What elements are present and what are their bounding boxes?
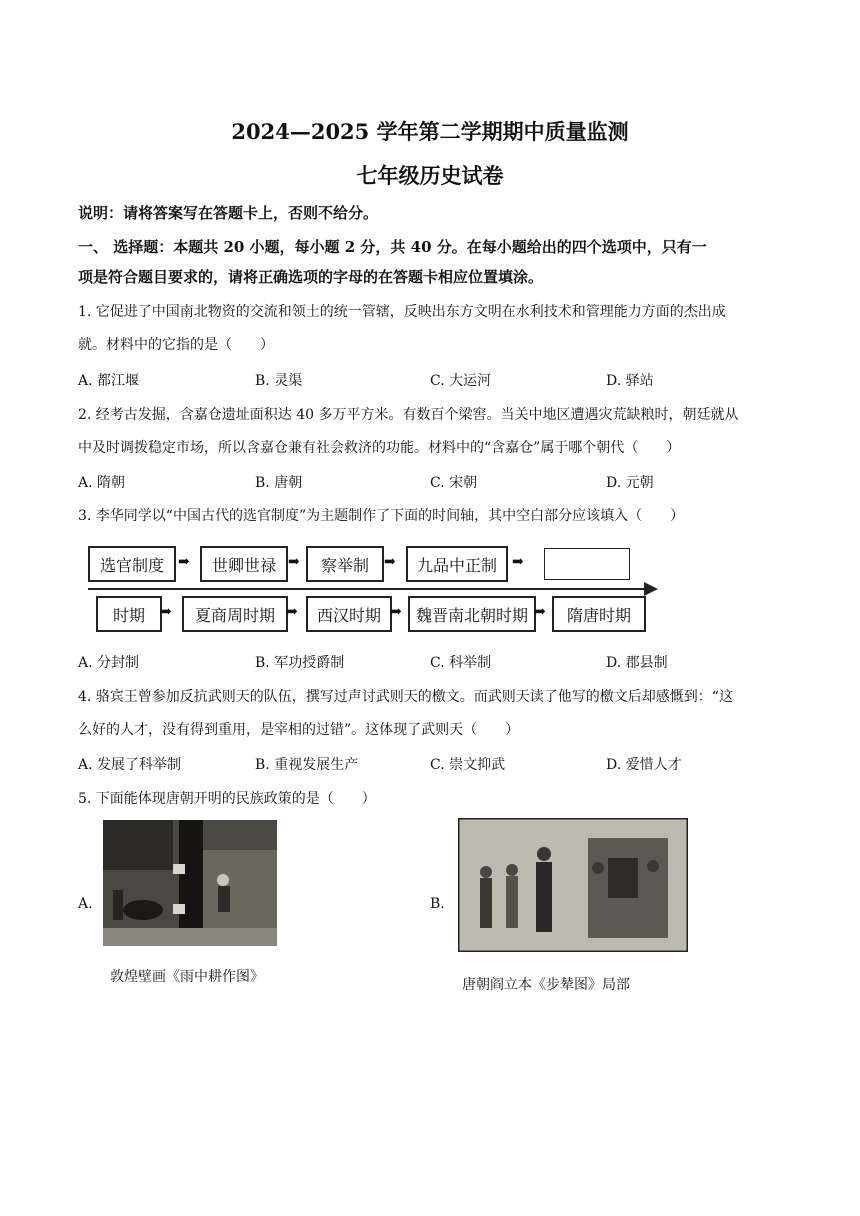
timeline-bottom-cell: 时期 [96,596,162,632]
arrow-icon: ➡ [534,604,546,620]
timeline-top-cell: 选官制度 [88,546,176,582]
q5-option-b[interactable]: B. [430,896,445,912]
q4-option-b[interactable]: B. 重视发展生产 [255,757,359,773]
bunian-tu-image [458,818,688,952]
question-1-line2: 就。材料中的它指的是（ ） [78,337,274,353]
timeline-blank-cell [544,548,630,580]
arrow-icon: ➡ [390,604,402,620]
timeline-axis [88,588,648,590]
arrow-icon: ➡ [178,554,190,570]
section-heading-line1: 一、 选择题：本题共 20 小题，每小题 2 分，共 40 分。在每小题给出的四个选项中，只有一 [78,238,707,256]
timeline-bottom-cell: 隋唐时期 [552,596,646,632]
q3-option-d[interactable]: D. 郡县制 [606,655,668,671]
timeline-bottom-cell: 魏晋南北朝时期 [408,596,536,632]
image-b-caption: 唐朝阎立本《步辇图》局部 [462,977,630,993]
timeline-top-cell: 九品中正制 [406,546,508,582]
q4-option-a[interactable]: A. 发展了科举制 [78,757,182,773]
q4-option-d[interactable]: D. 爱惜人才 [606,757,682,773]
q5-option-a[interactable]: A. [78,896,93,912]
timeline-top-cell: 世卿世禄 [200,546,288,582]
q2-option-b[interactable]: B. 唐朝 [255,475,303,491]
exam-subtitle: 七年级历史试卷 [356,163,504,188]
arrow-icon: ➡ [288,554,300,570]
q1-option-c[interactable]: C. 大运河 [430,373,492,389]
question-5-line1: 5. 下面能体现唐朝开明的民族政策的是（ ） [78,791,376,807]
question-2-line1: 2. 经考古发掘，含嘉仓遗址面积达 40 多万平方米。有数百个梁窖。当关中地区遭遇灾荒缺粮时，朝廷就从 [78,407,739,423]
question-4-line2: 么好的人才，没有得到重用，是宰相的过错”。这体现了武则天（ ） [78,722,520,738]
question-2-line2: 中及时调拨稳定市场，所以含嘉仓兼有社会救济的功能。材料中的“含嘉仓”属于哪个朝代（ ） [78,440,681,456]
exam-title: 2024—2025 学年第二学期期中质量监测 [231,119,629,144]
axis-arrow-icon [644,582,658,596]
arrow-icon: ➡ [286,604,298,620]
section-heading-line2: 项是符合题目要求的，请将正确选项的字母的在答题卡相应位置填涂。 [78,268,544,286]
arrow-icon: ➡ [160,604,172,620]
q1-option-a[interactable]: A. 都江堰 [78,373,140,389]
q1-option-b[interactable]: B. 灵渠 [255,373,303,389]
question-3-line1: 3. 李华同学以“中国古代的选官制度”为主题制作了下面的时间轴，其中空白部分应该填入（ ） [78,508,685,524]
question-4-line1: 4. 骆宾王曾参加反抗武则天的队伍，撰写过声讨武则天的檄文。而武则天读了他写的檄文后却感慨到：“这 [78,689,733,705]
dunhuang-mural-image [103,820,277,946]
timeline-top-cell: 察举制 [306,546,384,582]
q3-option-b[interactable]: B. 军功授爵制 [255,655,345,671]
image-a-caption: 敦煌壁画《雨中耕作图》 [110,969,264,985]
q1-option-d[interactable]: D. 驿站 [606,373,654,389]
instruction-note: 说明：请将答案写在答题卡上，否则不给分。 [78,204,379,222]
q2-option-c[interactable]: C. 宋朝 [430,475,478,491]
timeline-bottom-cell: 夏商周时期 [182,596,288,632]
q3-option-c[interactable]: C. 科举制 [430,655,492,671]
q2-option-a[interactable]: A. 隋朝 [78,475,126,491]
arrow-icon: ➡ [512,554,524,570]
q3-option-a[interactable]: A. 分封制 [78,655,140,671]
arrow-icon: ➡ [384,554,396,570]
timeline-bottom-cell: 西汉时期 [306,596,392,632]
question-1-line1: 1. 它促进了中国南北物资的交流和领土的统一管辖，反映出东方文明在水利技术和管理能力方面的杰出成 [78,304,726,320]
q4-option-c[interactable]: C. 崇文抑武 [430,757,506,773]
q2-option-d[interactable]: D. 元朝 [606,475,654,491]
